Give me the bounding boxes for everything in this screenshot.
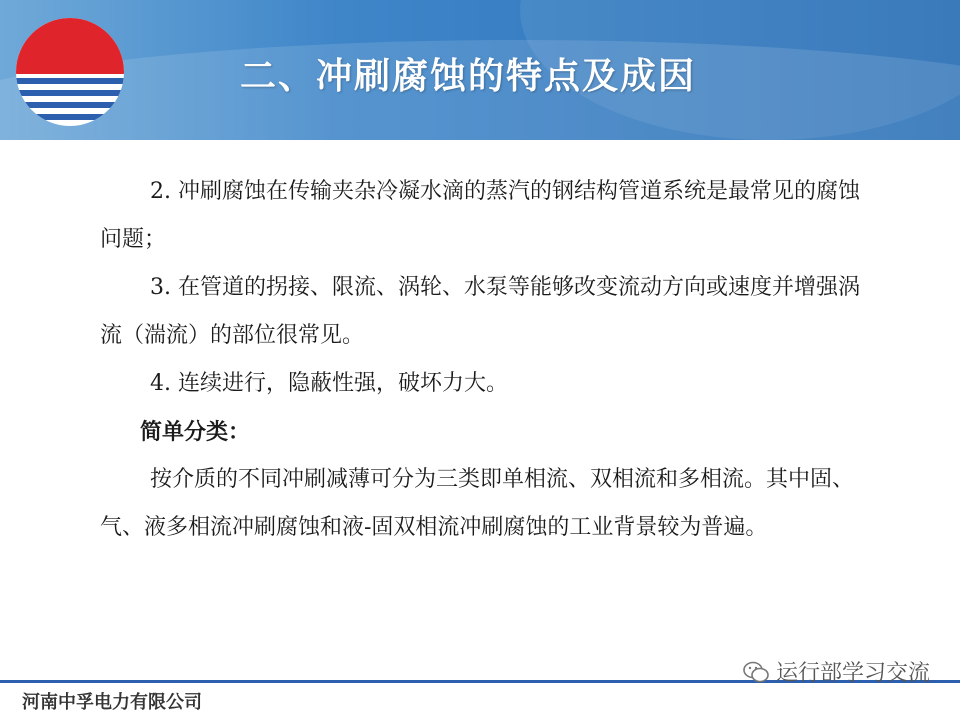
watermark-text: 运行部学习交流	[775, 661, 930, 686]
company-name: 河南中孚电力有限公司	[22, 692, 202, 713]
slide-body	[100, 168, 880, 552]
wechat-icon	[742, 660, 770, 684]
page-title: 二、冲刷腐蚀的特点及成因	[240, 56, 697, 97]
point-4: 4. 连续进行，隐蔽性强，破坏力大。	[150, 371, 508, 396]
point-2: 2. 冲刷腐蚀在传输夹杂冷凝水滴的蒸汽的钢结构管道系统是最常见的腐蚀问题；	[100, 179, 860, 252]
header-banner	[0, 0, 960, 140]
watermark	[742, 656, 930, 687]
section-heading: 简单分类：	[140, 419, 251, 445]
classification-paragraph: 按介质的不同冲刷减薄可分为三类即单相流、双相流和多相流。其中固、气、液多相流冲刷腐蚀和液-固双相流冲刷腐蚀的工业背景较为普遍。	[100, 467, 855, 540]
company-logo-icon	[16, 18, 124, 126]
point-3: 3. 在管道的拐接、限流、涡轮、水泵等能够改变流动方向或速度并增强涡流（湍流）的部位很常见。	[100, 275, 860, 348]
